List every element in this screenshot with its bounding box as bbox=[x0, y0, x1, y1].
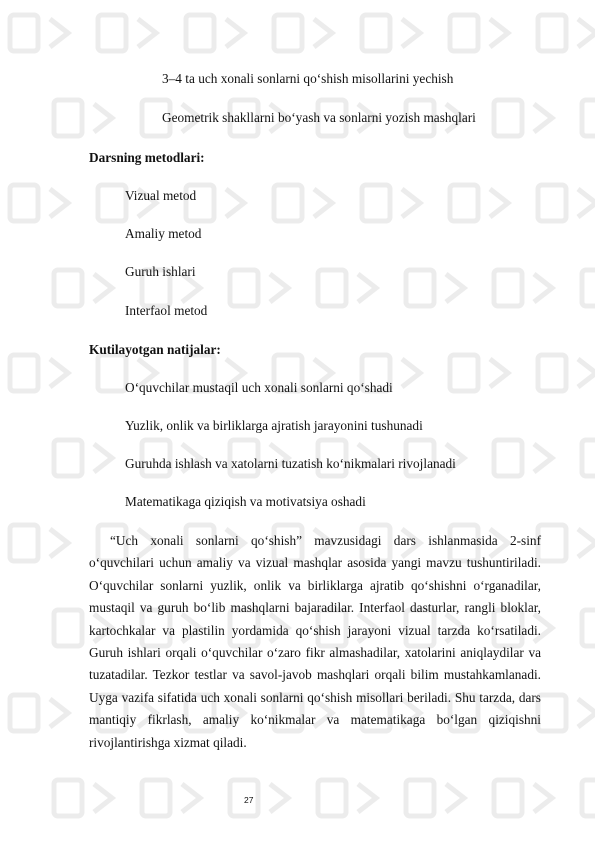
watermark-mark bbox=[402, 359, 420, 387]
watermark-mark bbox=[582, 440, 595, 476]
watermark-mark bbox=[270, 784, 288, 812]
watermark-mark bbox=[50, 359, 68, 387]
watermark-mark bbox=[582, 100, 595, 136]
results-heading: Kutilayotgan natijalar: bbox=[89, 342, 221, 357]
watermark-mark bbox=[578, 19, 595, 47]
watermark-mark bbox=[538, 15, 566, 51]
watermark-mark bbox=[362, 185, 390, 221]
watermark-mark bbox=[98, 355, 126, 391]
watermark-mark bbox=[446, 274, 464, 302]
watermark-mark bbox=[270, 274, 288, 302]
watermark-mark bbox=[538, 185, 566, 221]
watermark-mark bbox=[494, 440, 522, 476]
watermark-mark bbox=[10, 695, 38, 731]
watermark-mark bbox=[94, 444, 112, 472]
watermark-mark bbox=[186, 15, 214, 51]
watermark-mark bbox=[50, 19, 68, 47]
watermark-mark bbox=[582, 780, 595, 816]
watermark-mark bbox=[534, 274, 552, 302]
watermark-mark bbox=[182, 784, 200, 812]
watermark-mark bbox=[94, 104, 112, 132]
watermark-mark bbox=[94, 784, 112, 812]
watermark-mark bbox=[98, 185, 126, 221]
watermark-mark bbox=[226, 19, 244, 47]
watermark-mark bbox=[406, 780, 434, 816]
watermark-mark bbox=[226, 189, 244, 217]
result-item-2: Yuzlik, onlik va birliklarga ajratish jarayonini tushunadi bbox=[125, 418, 423, 433]
watermark-mark bbox=[406, 270, 434, 306]
watermark-mark bbox=[318, 270, 346, 306]
page-number: 27 bbox=[244, 795, 254, 805]
watermark-mark bbox=[494, 100, 522, 136]
watermark-mark bbox=[54, 270, 82, 306]
watermark-mark bbox=[534, 444, 552, 472]
watermark-mark bbox=[402, 189, 420, 217]
watermark-mark bbox=[534, 784, 552, 812]
watermark-mark bbox=[402, 19, 420, 47]
watermark-mark bbox=[494, 270, 522, 306]
method-item-3: Guruh ishlari bbox=[125, 264, 196, 279]
watermark-mark bbox=[582, 610, 595, 646]
watermark-mark bbox=[358, 274, 376, 302]
watermark-mark bbox=[10, 355, 38, 391]
watermark-mark bbox=[94, 274, 112, 302]
watermark-mark bbox=[578, 189, 595, 217]
watermark-mark bbox=[582, 270, 595, 306]
method-item-1: Vizual metod bbox=[125, 188, 197, 203]
watermark-mark bbox=[142, 780, 170, 816]
watermark-mark bbox=[578, 699, 595, 727]
watermark-mark bbox=[50, 529, 68, 557]
watermark-mark bbox=[446, 784, 464, 812]
watermark-mark bbox=[274, 185, 302, 221]
watermark-mark bbox=[274, 15, 302, 51]
watermark-mark bbox=[10, 15, 38, 51]
watermark-mark bbox=[54, 100, 82, 136]
watermark-mark bbox=[538, 525, 566, 561]
watermark-mark bbox=[490, 359, 508, 387]
summary-paragraph: “Uch xonali sonlarni qo‘shish” mavzusidagi dars ishlanmasida 2-sinf o‘quvchilari uchun amaliy va vizual mashqlar asosida yangi mavzu tushuntiriladi. O‘quvchilar sonlarni yuzlik, onlik va birliklarga ajratib qo‘shishni o‘rganadilar, mustaqil va guruh bo‘lib mashqlarni bajaradilar. Interfaol dasturlar, rangli bloklar, kartochkalar va plastilin yordamida qo‘shish jarayoni vizual tarzda ko‘rsatiladi. Guruh ishlari orqali o‘quvchilar o‘zaro fikr almashadilar, xatolarini aniqlaydilar va tuzatadilar. Tezkor testlar va savol-javob mashqlari orqali bilim mustahkamlanadi. Uyga vazifa sifatida uch xonali sonlarni qo‘shish misollari beriladi. Shu tarzda, dars mantiqiy fikrlash, amaliy ko‘nikmalar va matematikaga bo‘lgan qiziqishni rivojlantirishga xizmat qiladi. bbox=[89, 533, 541, 750]
watermark-mark bbox=[450, 185, 478, 221]
watermark-mark bbox=[538, 355, 566, 391]
watermark-mark bbox=[494, 780, 522, 816]
watermark-mark bbox=[534, 104, 552, 132]
watermark-mark bbox=[54, 610, 82, 646]
watermark-mark bbox=[578, 529, 595, 557]
result-item-4: Matematikaga qiziqish va motivatsiya oshadi bbox=[125, 494, 366, 509]
watermark-mark bbox=[450, 355, 478, 391]
watermark-mark bbox=[98, 15, 126, 51]
watermark-mark bbox=[314, 189, 332, 217]
result-item-1: O‘quvchilar mustaqil uch xonali sonlarni qo‘shadi bbox=[125, 380, 393, 395]
result-item-3: Guruhda ishlash va xatolarni tuzatish ko‘nikmalari rivojlanadi bbox=[125, 456, 456, 471]
watermark-mark bbox=[362, 15, 390, 51]
method-item-4: Interfaol metod bbox=[125, 303, 208, 318]
watermark-mark bbox=[50, 189, 68, 217]
watermark-mark bbox=[138, 19, 156, 47]
watermark-mark bbox=[314, 19, 332, 47]
watermark-mark bbox=[538, 695, 566, 731]
watermark-mark bbox=[318, 780, 346, 816]
watermark-mark bbox=[54, 780, 82, 816]
watermark-mark bbox=[10, 525, 38, 561]
watermark-mark bbox=[50, 699, 68, 727]
watermark-mark bbox=[54, 440, 82, 476]
watermark-mark bbox=[578, 359, 595, 387]
watermark-mark bbox=[490, 19, 508, 47]
watermark-mark bbox=[10, 185, 38, 221]
top-item-1: 3–4 ta uch xonali sonlarni qo‘shish misollarini yechish bbox=[162, 71, 454, 86]
method-item-2: Amaliy metod bbox=[125, 226, 202, 241]
top-item-2: Geometrik shakllarni bo‘yash va sonlarni yozish mashqlari bbox=[162, 110, 476, 125]
methods-heading: Darsning metodlari: bbox=[89, 150, 205, 165]
watermark-mark bbox=[230, 270, 258, 306]
watermark-mark bbox=[358, 784, 376, 812]
watermark-mark bbox=[450, 15, 478, 51]
watermark-mark bbox=[490, 189, 508, 217]
